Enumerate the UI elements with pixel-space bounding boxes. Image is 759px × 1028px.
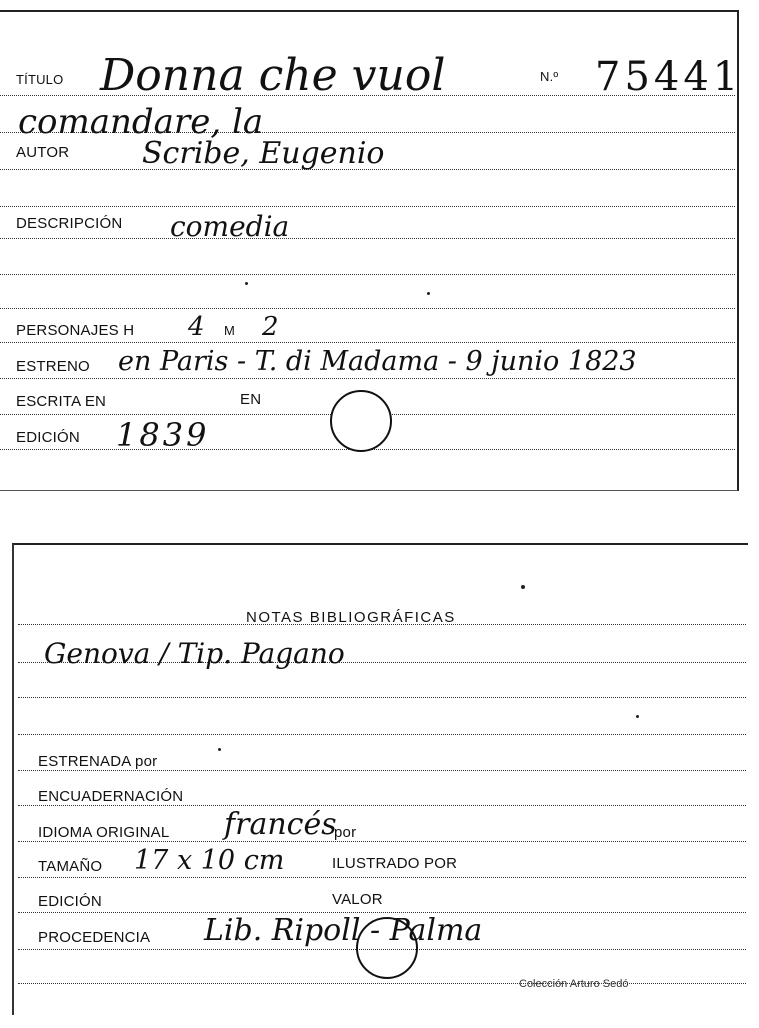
punch-hole-stamp xyxy=(330,390,392,452)
ink-speck xyxy=(218,748,221,751)
descripcion-value: comedia xyxy=(170,210,290,243)
ilustrado-por-label: ILUSTRADO POR xyxy=(332,855,458,872)
personajes-m-label: M xyxy=(224,323,236,338)
numero-label: N.º xyxy=(540,69,559,84)
rule-line xyxy=(0,378,735,379)
idioma-value: francés xyxy=(224,807,337,842)
personajes-h-value: 4 xyxy=(188,312,205,342)
ink-speck xyxy=(427,292,430,295)
rule-line xyxy=(18,841,746,842)
estreno-label: ESTRENO xyxy=(16,358,90,375)
titulo-value-line-2: comandare, la xyxy=(18,102,264,142)
idioma-original-label: IDIOMA ORIGINAL xyxy=(38,824,170,841)
estrenada-por-label: ESTRENADA por xyxy=(38,753,158,770)
numero-value: 75441 xyxy=(595,54,743,100)
titulo-label: TÍTULO xyxy=(16,72,64,87)
autor-label: AUTOR xyxy=(16,144,70,161)
catalog-card-front xyxy=(0,10,743,491)
rule-line xyxy=(0,342,735,343)
punch-hole-stamp xyxy=(356,917,418,979)
tamano-label: TAMAÑO xyxy=(38,858,103,875)
personajes-label: PERSONAJES H xyxy=(16,322,135,339)
notas-value: Genova / Tip. Pagano xyxy=(44,637,345,670)
rule-line xyxy=(18,734,746,735)
rule-line xyxy=(18,697,746,698)
edicion-label: EDICIÓN xyxy=(16,429,80,446)
valor-label: VALOR xyxy=(332,891,383,908)
ink-speck xyxy=(521,585,525,589)
tamano-value: 17 x 10 cm xyxy=(134,845,285,876)
coleccion-footer: Colección Arturo Sedó xyxy=(519,978,629,990)
rule-line xyxy=(0,274,735,275)
estreno-value: en Paris - T. di Madama - 9 junio 1823 xyxy=(118,346,637,377)
rule-line xyxy=(0,308,735,309)
titulo-value-line-1: Donna che vuol xyxy=(100,50,446,101)
edicion-value: 1839 xyxy=(116,416,210,454)
notas-bibliograficas-heading: NOTAS BIBLIOGRÁFICAS xyxy=(246,609,456,626)
rule-line xyxy=(0,238,735,239)
rule-line xyxy=(18,770,746,771)
descripcion-label: DESCRIPCIÓN xyxy=(16,215,123,232)
procedencia-value: Lib. Ripoll - Palma xyxy=(204,913,483,948)
rule-line xyxy=(18,983,746,984)
escrita-en-label: ESCRITA EN xyxy=(16,393,107,410)
procedencia-label: PROCEDENCIA xyxy=(38,929,151,946)
ink-speck xyxy=(636,715,639,718)
autor-value: Scribe, Eugenio xyxy=(142,136,385,171)
rule-line xyxy=(18,805,746,806)
personajes-m-value: 2 xyxy=(262,312,279,342)
encuadernacion-label: ENCUADERNACIÓN xyxy=(38,788,184,805)
rule-line xyxy=(18,877,746,878)
catalog-card-back xyxy=(12,543,748,1015)
ink-speck xyxy=(245,282,248,285)
escrita-en-second-label: EN xyxy=(240,391,262,408)
edicion-label-back: EDICIÓN xyxy=(38,893,102,910)
idioma-por-label: por xyxy=(334,824,357,841)
rule-line xyxy=(0,206,735,207)
